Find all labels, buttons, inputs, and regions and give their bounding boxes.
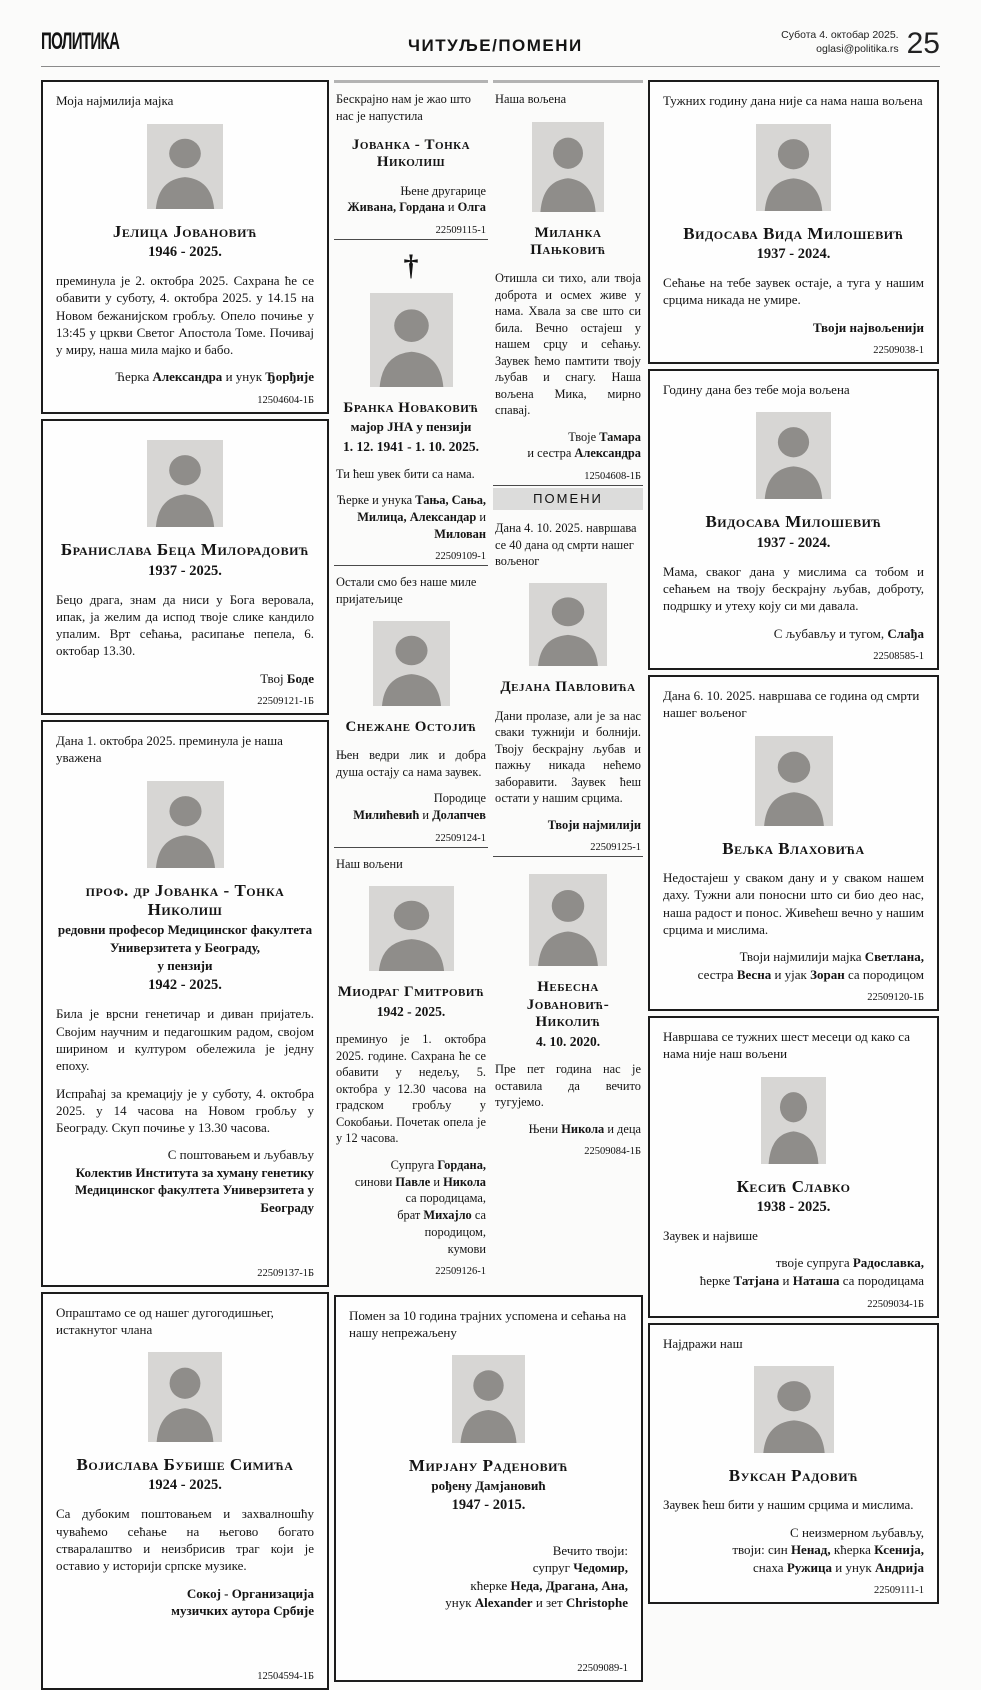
deceased-name: Снежане Остојић	[345, 719, 477, 736]
obituary-body-text: Недостајеш у сваком дану и у сваком нашем даху. Тужни али поносни што си био део нас, наша радост и понос. Живећеш вечно у нашим срцима и мислима.	[663, 870, 924, 937]
signature-line	[663, 1559, 924, 1577]
signature-text: Ђорђије	[265, 369, 314, 385]
signature-text: кћерка	[830, 1542, 875, 1558]
ad-reference-code: 22509124-1	[435, 832, 486, 844]
signature-text: Ружица	[786, 1559, 832, 1575]
signature-text: Тамара	[599, 429, 641, 444]
obituary-card	[41, 80, 329, 414]
signature-block	[495, 1111, 641, 1138]
obituary-card	[334, 1295, 643, 1682]
signature-text: и унук	[222, 369, 266, 385]
deceased-subtitle: рођену Дамјановић	[431, 1477, 546, 1493]
signature-text: Твоји најмилији	[547, 817, 641, 832]
ad-reference-code: 22509034-1Б	[867, 1298, 924, 1310]
signature-line	[336, 183, 486, 200]
signature-text: Михајло	[423, 1208, 472, 1223]
portrait-photo	[147, 124, 223, 209]
ad-reference-code: 22509111-1	[874, 1585, 924, 1597]
signature-line	[336, 1190, 486, 1207]
deceased-name: Бранка Новаковић	[343, 400, 479, 417]
obituary-intro-text: Бескрајно нам је жао што нас је напустила	[336, 92, 471, 123]
ad-reference-code: 12504604-1Б	[257, 395, 314, 406]
ad-reference-code: 22509137-1Б	[257, 1267, 314, 1279]
signature-line	[56, 1585, 314, 1603]
portrait-photo	[761, 1077, 826, 1164]
page-number: 25	[906, 26, 940, 60]
ad-reference-code: 22509125-1	[590, 842, 641, 854]
deceased-subtitle: редовни професор Медицинског факултета	[57, 921, 313, 937]
life-dates: 1947 - 2015.	[451, 1497, 526, 1514]
signature-text: С љубављу и тугом,	[773, 625, 888, 641]
signature-block	[336, 780, 486, 823]
signature-line	[663, 1272, 924, 1290]
signature-text: и унук	[832, 1559, 875, 1575]
obituary-intro-text: Дана 4. 10. 2025. навршава се 40 дана од смрти нашег вољеног	[495, 521, 637, 568]
portrait-photo	[529, 874, 607, 966]
obituary-body-text: Са дубоким поштовањем и захвалношћу чуваћемо сећање на његово богато стваралаштво и неизбрисив траг који је оставио у историји српске музике.	[56, 1506, 314, 1574]
obituary-card	[493, 512, 643, 857]
signature-text: ћерке	[699, 1273, 734, 1289]
signature-block	[56, 358, 314, 386]
deceased-name: Дејана Павловића	[500, 679, 636, 696]
obituary-intro-text: Моја најмилија мајка	[56, 93, 174, 109]
signature-text: Радославка,	[852, 1255, 924, 1271]
masthead	[41, 28, 940, 67]
signature-text: Никола	[561, 1121, 605, 1136]
obituary-intro-text: Наша вољена	[495, 92, 567, 107]
signature-line	[336, 1157, 486, 1174]
signature-block	[56, 660, 314, 688]
life-dates: 1937 - 2025.	[148, 562, 222, 579]
signature-line	[56, 1602, 314, 1620]
obituary-intro-text: Дана 6. 10. 2025. навршава се година од смрти нашег вољеног	[663, 688, 920, 721]
obituary-intro-text: Најдражи наш	[663, 1335, 743, 1351]
signature-text: са породицом	[844, 966, 924, 982]
signature-block	[336, 173, 486, 216]
signature-block	[663, 1514, 924, 1577]
signature-text: Наташа	[792, 1273, 840, 1289]
obituary-card	[648, 1016, 939, 1317]
signature-text: супруг	[532, 1560, 574, 1576]
signature-line	[336, 1207, 486, 1240]
signature-text: и	[444, 200, 458, 215]
portrait-photo	[756, 124, 831, 211]
obituary-card	[493, 83, 643, 486]
portrait-photo	[148, 1352, 222, 1442]
portrait-photo	[147, 440, 223, 527]
signature-line	[663, 1541, 924, 1559]
obituary-body-text: Била је врсни генетичар и диван пријатељ. Својим научним и педагошким радом, својом ширином и културом обележила је једну епоху.	[56, 1006, 314, 1074]
signature-text: С поштовањем и љубављу	[167, 1147, 314, 1163]
column-3	[493, 80, 643, 1160]
signature-line	[663, 1254, 924, 1272]
page-title: ЧИТУЉЕ/ПОМЕНИ	[408, 36, 583, 56]
obituary-card	[493, 857, 643, 1160]
portrait-photo	[755, 736, 833, 826]
signature-line	[336, 807, 486, 824]
signature-text: Александра	[574, 446, 641, 461]
deceased-subtitle: мајор ЈНА у пензији	[350, 419, 472, 435]
obituary-body-text: Пре пет година нас је оставила да вечито тугујемо.	[495, 1062, 641, 1110]
obituary-card	[648, 1323, 939, 1605]
signature-text: са породицама,	[405, 1191, 486, 1206]
life-dates: 1938 - 2025.	[756, 1199, 831, 1216]
signature-text: Твоји најмилији мајка	[739, 949, 865, 965]
masthead-right	[781, 26, 940, 60]
life-dates: 1942 - 2025.	[148, 977, 222, 994]
signature-text: Christophe	[565, 1595, 628, 1611]
signature-text: Боде	[286, 670, 314, 686]
obituary-intro-text: Навршава се тужних шест месеци од како са нама није наш вољени	[663, 1029, 910, 1062]
signature-text: и	[419, 808, 433, 822]
signature-text: Вечито твоји:	[552, 1542, 628, 1558]
obituary-intro-text: Годину дана без тебе моја вољена	[663, 382, 850, 398]
life-dates: 4. 10. 2020.	[535, 1034, 601, 1050]
signature-text: и деца	[604, 1121, 641, 1136]
obituary-card	[41, 1292, 329, 1690]
signature-text: Долапчев	[432, 808, 486, 822]
ad-reference-code: 22509120-1Б	[867, 992, 924, 1004]
cross-icon: †	[403, 249, 419, 283]
signature-text: Твој	[260, 670, 287, 686]
signature-block	[663, 1244, 924, 1289]
signature-line	[336, 790, 486, 807]
signature-text: Павле	[395, 1174, 431, 1189]
signature-text: Ксенија,	[874, 1542, 924, 1558]
obituary-body-text: преминула је 2. октобра 2025. Сахрана ће се обавити у суботу, 4. октобра 2025. у 14.15 на Новом бежанијском гробљу. Опело почиње у 13:45 у цркви Светог Апостола Томе. Почивај у миру, наша мила мајко и бабо.	[56, 273, 314, 358]
signature-line	[56, 368, 314, 386]
signature-text: и	[476, 509, 486, 524]
signature-text: брат	[397, 1208, 424, 1223]
deceased-name: Војислава Бубише Симића	[76, 1454, 294, 1474]
signature-text: Сокој - Организација	[186, 1585, 314, 1601]
ad-reference-code: 22509084-1Б	[584, 1146, 641, 1158]
signature-text: Колектив Института за хуману генетику	[75, 1164, 314, 1180]
obituary-intro-text: Опраштамо се од нашег дугогодишњег, истакнутог члана	[56, 1304, 274, 1337]
signature-text: Светлана,	[864, 949, 924, 965]
obituary-card	[648, 675, 939, 1011]
obituary-card	[648, 80, 939, 364]
obituary-intro-text: Наш вољени	[336, 856, 403, 871]
signature-text: Гордана,	[437, 1157, 486, 1172]
section-header-pomeni: ПОМЕНИ	[493, 488, 643, 510]
signature-text: Њене другарице	[400, 183, 486, 198]
signature-text: твоје супруга	[775, 1255, 853, 1271]
deceased-name: Кесић Славко	[736, 1176, 851, 1196]
signature-line	[663, 319, 924, 337]
signature-line	[663, 948, 924, 966]
signature-text: кћерке	[470, 1577, 511, 1593]
signature-line	[663, 625, 924, 643]
signature-line	[349, 1594, 628, 1612]
life-dates: 1942 - 2025.	[376, 1004, 446, 1020]
signature-text: сестра	[697, 966, 737, 982]
obituary-body-text: преминуо је 1. октобра 2025. године. Сахрана ће се обавити у недељу, 5. октобра у 12.30 часова на градском гробљу у Сокобањи. Почетак опела је у 12 часова.	[336, 1032, 486, 1146]
signature-line	[336, 509, 486, 542]
signature-line	[349, 1542, 628, 1560]
signature-text: Александра	[152, 369, 223, 385]
life-dates: 1. 12. 1941 - 1. 10. 2025.	[342, 438, 480, 454]
deceased-name: Вуксан Радовић	[728, 1465, 859, 1485]
portrait-photo	[147, 781, 224, 868]
signature-text: Супруга	[390, 1157, 438, 1172]
column-4	[648, 80, 939, 1604]
signature-block	[56, 1575, 314, 1620]
signature-text: Твоји највољенији	[813, 319, 924, 335]
signature-block	[495, 419, 641, 462]
deceased-name: Вељка Влаховића	[722, 838, 865, 858]
signature-text: и	[430, 1174, 444, 1189]
signature-text: Милићевић	[353, 808, 420, 822]
life-dates: 1924 - 2025.	[148, 1477, 222, 1494]
life-dates: 1937 - 2024.	[756, 246, 831, 263]
signature-block	[336, 482, 486, 542]
ad-reference-code: 22509115-1	[435, 225, 486, 237]
signature-text: са породицама	[839, 1273, 924, 1289]
portrait-photo	[373, 621, 450, 706]
issue-date: Субота 4. октобар 2025.	[781, 29, 899, 41]
signature-block	[663, 938, 924, 983]
obituary-body-text: Мама, сваког дана у мислима са тобом и сећањем на твоју бескрајну љубав, доброту, подршку и утеху коју си ми давала.	[663, 563, 924, 614]
signature-line	[349, 1577, 628, 1595]
obituary-card	[41, 419, 329, 715]
deceased-subtitle: Универзитета у Београду,	[109, 939, 261, 955]
contact-email: oglasi@politika.rs	[816, 43, 899, 56]
signature-text: и сестра	[527, 446, 575, 461]
signature-block	[56, 1136, 314, 1216]
ad-reference-code: 22509126-1	[435, 1266, 486, 1278]
deceased-name: проф. др Јованка - Тонка Николиш	[85, 880, 285, 920]
signature-text: Ћерка	[115, 369, 153, 385]
life-dates: 1937 - 2024.	[756, 534, 831, 551]
portrait-photo	[756, 412, 831, 499]
column-1	[41, 80, 329, 1689]
obituary-body-text: Дани пролазе, али је за нас сваки тужнији и болнији. Твоју бескрајну љубав и пажњу никада нећемо заборавити. Заувек ћеш остати у нашим срцима.	[495, 708, 641, 806]
signature-block	[495, 807, 641, 834]
signature-text: синови	[354, 1174, 396, 1189]
newspaper-page	[0, 26, 981, 1682]
ad-reference-code: 12504608-1Б	[584, 471, 641, 483]
signature-text: Ћерке и унука	[336, 493, 416, 508]
portrait-photo	[370, 293, 453, 387]
obituary-body-text: Сећање на тебе заувек остаје, а туга у нашим срцима никада не умире.	[663, 275, 924, 308]
signature-text: Татјана	[733, 1273, 780, 1289]
obituary-body-text: Отишла си тихо, али твоја доброта и осмех живе у нама. Хвала за све што си била. Вечно остајеш у нашем срцу и сећању. Заувек ћемо памтити твоју љубав и снагу. Наша вољена Мика, мирно спавај.	[495, 271, 641, 418]
deceased-name: Миодраг Гмитровић	[337, 984, 485, 1001]
deceased-name: Видосава Вида Милошевић	[683, 223, 904, 243]
deceased-name: Небесна Јовановић-Николић	[526, 979, 610, 1030]
obituary-body-text: Заувек ћеш бити у нашим срцима и мислима.	[663, 1497, 914, 1513]
signature-text: и	[779, 1273, 793, 1289]
signature-text: Олга	[457, 200, 486, 215]
signature-text: и ујак	[771, 966, 811, 982]
obituary-intro-text: Тужних годину дана није са нама наша вољена	[663, 93, 923, 109]
obituary-body-text: Заувек и највише	[663, 1228, 758, 1244]
signature-text: унук	[445, 1595, 475, 1611]
signature-block	[663, 309, 924, 337]
obituary-card	[334, 566, 488, 847]
obituary-card	[648, 369, 939, 670]
portrait-photo	[532, 122, 604, 212]
deceased-name: Миланка Пањковић	[530, 224, 606, 258]
signature-block	[663, 615, 924, 643]
signature-text: Чедомир,	[573, 1560, 628, 1576]
signature-line	[349, 1559, 628, 1577]
signature-line	[56, 1146, 314, 1164]
signature-line	[56, 1181, 314, 1216]
obituary-intro-text: Дана 1. октобра 2025. преминула је наша уважена	[56, 733, 283, 766]
signature-text: Живана, Гордана	[347, 200, 445, 215]
life-dates: 1946 - 2025.	[148, 244, 222, 261]
signature-text: Зоран	[810, 966, 845, 982]
obituary-body-text: Ти ћеш увек бити са нама.	[336, 466, 475, 481]
signature-text: Њени	[528, 1121, 562, 1136]
signature-line	[56, 670, 314, 688]
obituary-card	[334, 848, 488, 1281]
obituary-card	[334, 240, 488, 566]
signature-line	[495, 429, 641, 446]
deceased-name: Јелица Јовановић	[112, 221, 258, 241]
signature-text: Андрија	[874, 1559, 924, 1575]
signature-text: твоји: син	[732, 1542, 791, 1558]
ad-reference-code: 22509038-1	[873, 345, 924, 357]
obituaries-grid	[41, 80, 940, 1689]
signature-text: Слађа	[887, 625, 924, 641]
obituary-body-text: Њен ведри лик и добра душа остају са нама заувек.	[336, 748, 486, 779]
signature-line	[336, 1174, 486, 1191]
signature-block	[349, 1532, 628, 1612]
deceased-name: Бранислава Беца Милорадовић	[60, 540, 310, 559]
obituary-body-text: Бецо драга, знам да ниси у Бога веровала, ипак, ја желим да испод твоје слике кандило упалим. Врт сећања, расипање пепела, 6. октобар 13.30.	[56, 591, 314, 659]
signature-text: и зет	[532, 1595, 566, 1611]
signature-line	[495, 1121, 641, 1138]
signature-line	[336, 1241, 486, 1258]
politika-logo: ПОЛИТИКА	[41, 28, 120, 56]
obituary-intro-text: Остали смо без наше миле пријатељице	[336, 575, 477, 606]
deceased-name: Видосава Милошевић	[705, 512, 882, 532]
obituary-card	[41, 720, 329, 1286]
portrait-photo	[369, 886, 454, 971]
date-block	[781, 28, 898, 56]
ad-reference-code: 22509121-1Б	[257, 696, 314, 708]
signature-text: Никола	[443, 1174, 486, 1189]
signature-block	[336, 1147, 486, 1257]
signature-text: Тања, Сања,	[415, 493, 486, 508]
portrait-photo	[529, 583, 607, 666]
signature-text: кумови	[447, 1241, 486, 1256]
deceased-subtitle: у пензији	[157, 958, 213, 974]
obituary-card	[334, 83, 488, 240]
ad-reference-code: 22509089-1	[577, 1662, 628, 1674]
signature-text: С неизмерном љубављу,	[790, 1524, 924, 1540]
signature-text: Породице	[433, 791, 486, 806]
obituary-body-text: Испраћај за кремацију је у суботу, 4. октобра 2025. у 14 часова на Новом гробљу у Београду. Скуп почиње у 13.30 часова.	[56, 1085, 314, 1136]
signature-text: Весна	[736, 966, 772, 982]
signature-text: Твоје	[568, 429, 600, 444]
deceased-name: Мирјану Раденовић	[408, 1456, 569, 1476]
signature-text: Неда, Драгана, Ана,	[510, 1577, 628, 1593]
signature-line	[336, 492, 486, 509]
signature-line	[663, 1524, 924, 1542]
ad-reference-code: 22508585-1	[873, 651, 924, 663]
signature-line	[56, 1164, 314, 1182]
column-2	[334, 80, 488, 1280]
signature-text: Милица, Александар	[357, 509, 477, 524]
signature-line	[495, 445, 641, 462]
ad-reference-code: 22509109-1	[435, 551, 486, 563]
signature-text: Ненад,	[790, 1542, 831, 1558]
signature-text: Медицинског факултета Универзитета у Београду	[75, 1182, 314, 1215]
signature-line	[495, 817, 641, 834]
signature-line	[663, 966, 924, 984]
signature-text: Alexander	[474, 1595, 533, 1611]
deceased-name: Јованка - Тонка Николиш	[351, 137, 471, 171]
obituary-intro-text: Помен за 10 година трајних успомена и сећања на нашу непрежаљену	[349, 1307, 627, 1341]
signature-line	[336, 199, 486, 216]
signature-text: Милован	[434, 526, 486, 541]
signature-text: са породицом,	[424, 1208, 486, 1239]
bottom-center	[334, 1295, 643, 1682]
portrait-photo	[452, 1355, 525, 1443]
portrait-photo	[754, 1366, 834, 1453]
signature-text: снаха	[752, 1559, 787, 1575]
ad-reference-code: 12504594-1Б	[257, 1670, 314, 1682]
signature-text: музичких аутора Србије	[171, 1603, 314, 1619]
